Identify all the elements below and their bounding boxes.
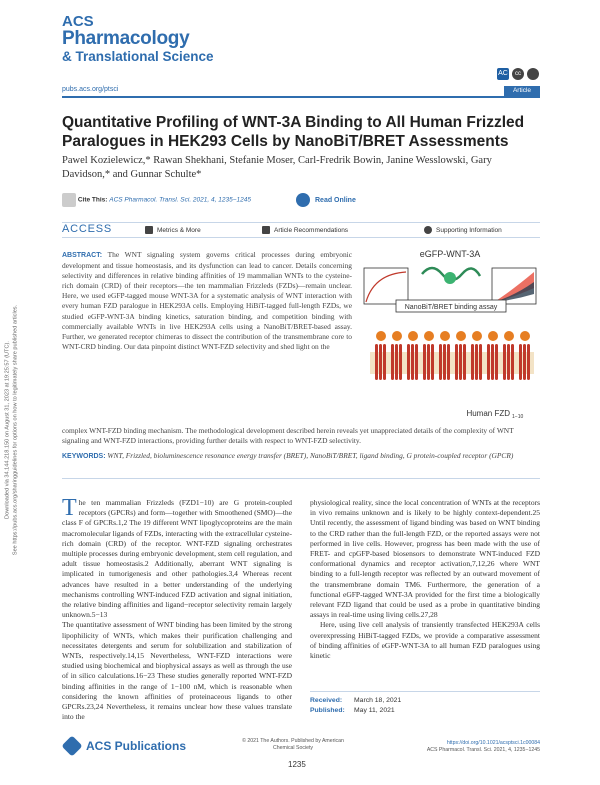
- acs-publications-logo[interactable]: [62, 736, 186, 756]
- receptor-helix: [487, 344, 490, 380]
- toc-graphic-svg: [360, 248, 540, 420]
- doi-link[interactable]: https://doi.org/10.1021/acsptsci.1c00084: [446, 740, 540, 746]
- publisher-name: ACS Publications: [86, 739, 187, 753]
- kinetics-plot-frame: [364, 268, 408, 304]
- intro-paragraph-4: Here, using live cell analysis of transiently transfected HEK293A cells overexpressing HiBiT-tagged FZDs, we provide a comparative assessment of binding affinities of eGFP-WNT-3A to all human FZD paralogues using kinetic: [310, 620, 540, 661]
- receptor-helix: [407, 344, 410, 380]
- access-label: ACCESS: [62, 223, 113, 235]
- header-divider: [62, 96, 540, 98]
- receptor-glyph: [503, 331, 514, 380]
- receptor-helix: [399, 344, 402, 380]
- metrics-label: Metrics & More: [157, 226, 201, 234]
- receptor-crd: [504, 331, 514, 341]
- side-note-line2: See https://pubs.acs.org/sharingguidelines for options on how to legitimately share published articles.: [12, 304, 18, 556]
- metrics-icon: [145, 226, 153, 234]
- receptor-helix: [375, 344, 378, 380]
- receptor-helix: [523, 344, 526, 380]
- keywords-label: KEYWORDS:: [62, 453, 106, 460]
- receptor-helix: [427, 344, 430, 380]
- attribution-icon[interactable]: [527, 68, 539, 80]
- supporting-info-icon: [424, 226, 432, 234]
- cite-reference-link[interactable]: ACS Pharmacol. Transl. Sci. 2021, 4, 1235−1245: [109, 196, 251, 204]
- cite-label: Cite This:: [77, 196, 108, 204]
- side-note-line1: Downloaded via 34.144.218.150 on August 31, 2023 at 19:25:57 (UTC).: [4, 341, 11, 519]
- receptor-helix: [423, 344, 426, 380]
- toc-receptor-subscript: 1−10: [512, 414, 524, 420]
- body-column-left: [62, 495, 292, 722]
- author-list: Pawel Kozielewicz,* Rawan Shekhani, Stefanie Moser, Carl-Fredrik Bowin, Janine Wesslowski, Gary Davidson,* and Gunnar Schulte*: [62, 155, 492, 180]
- receptor-helix: [459, 344, 462, 380]
- journal-url-link[interactable]: pubs.acs.org/ptsci: [62, 86, 119, 93]
- receptor-helix: [443, 344, 446, 380]
- receptor-crd: [456, 331, 466, 341]
- footer-citation: ACS Pharmacol. Transl. Sci. 2021, 4, 1235−1245: [426, 746, 540, 753]
- intro-paragraph-1: he ten mammalian Frizzleds (FZD1−10) are G protein-coupled receptors (GPCRs) and form—together with Smoothened (SMO)—the class F of GPCRs.1,2 The 19 different WNT lipoglycoproteins are the main macromolecular ligands of FZDs, interacting with the extracellular cysteine-rich domain (CRD) of the receptor. WNT-FZD signaling orchestrates multiple processes during embryonic development, stem cell regulation, and adult tissue homeostasis.2 Additionally, aberrant WNT signaling is implicated in tumorigenesis and other pathologies.3,4 Whereas recent advances have resulted in a better understanding of the underlying mechanisms controlling WNT-induced FZD activation and signal initiation, the relative binding affinities and ligand−receptor selectivity remain largely unknown.5−13: [62, 498, 292, 620]
- receptor-helix: [527, 344, 530, 380]
- receptor-helix: [491, 344, 494, 380]
- toc-ligand-label: eGFP-WNT-3A: [419, 249, 481, 259]
- receptor-helix: [455, 344, 458, 380]
- read-online-button[interactable]: [296, 193, 356, 207]
- keywords: [62, 451, 540, 462]
- toc-graphic: [360, 248, 540, 420]
- author-choice-icon[interactable]: AC: [497, 68, 509, 80]
- recommendations-icon: [262, 226, 270, 234]
- receptor-glyph: [423, 331, 434, 380]
- receptor-crd: [472, 331, 482, 341]
- acs-hexagon-icon: [61, 735, 82, 756]
- receptor-glyph: [407, 331, 418, 380]
- receptor-crd: [376, 331, 386, 341]
- abstract-text: The WNT signaling system governs critical processes during embryonic development and tissue homeostasis, and its dysfunction can lead to cancer. Details concerning selectivity and differences in relative binding affinities of 19 mammalian WNTs to the cysteine-rich domain (CRD) of their receptors—the ten mammalian Frizzleds (FZDs)—remain unclear. Here, we used eGFP-tagged mouse WNT-3A for a systematic analysis of WNT interaction with every human FZD paralogue in HEK293A cells. Employing HiBiT-tagged full-length FZDs, we studied eGFP-WNT-3A binding kinetics, saturation binding, and competition binding with commercially available WNTs in live HEK293A cells using a NanoBiT/BRET-based assay. Further, we generated receptor chimeras to dissect the contribution of the transmembrane core to WNT-CRD binding. Our data pinpoint distinct WNT-FZD selectivity and shed light on the: [62, 250, 352, 351]
- doi-citation: [408, 740, 540, 753]
- intro-paragraph-2: The quantitative assessment of WNT binding has been limited by the strong lipophilicity of WNTs, which makes their purification challenging and necessitates detergents and serum for solubilization and stabilization of WNTs, respectively.14,15 Nevertheless, WNT-FZD interactions were studied using biochemical and biophysical assays as well as through the use of in silico calculations.16−23 These studies generally reported WNT-FZD binding affinities in the range of 1−100 nM, which is reasonable when considering the known affinities of proteinaceous ligands to other GPCRs.23,24 Nevertheless, it remains unclear how these values translate into the: [62, 620, 292, 722]
- receptor-crd: [392, 331, 402, 341]
- article-title: Quantitative Profiling of WNT-3A Binding to All Human Frizzled Paralogues in HEK293 Cells by NanoBiT/BRET Assessments: [62, 114, 525, 150]
- read-online-icon: [296, 193, 310, 207]
- receptor-helix: [383, 344, 386, 380]
- receptor-helix: [439, 344, 442, 380]
- receptor-glyph: [519, 331, 530, 380]
- supporting-information-link[interactable]: [424, 226, 502, 234]
- receptor-helix: [395, 344, 398, 380]
- download-side-note: [2, 240, 22, 620]
- receptor-crd: [408, 331, 418, 341]
- journal-logo-line3: & Translational Science: [62, 49, 214, 64]
- receptor-helix: [479, 344, 482, 380]
- receptor-helix: [511, 344, 514, 380]
- receptor-crd: [520, 331, 530, 341]
- receptor-glyph: [391, 331, 402, 380]
- receptor-helix: [391, 344, 394, 380]
- open-access-icons: [497, 68, 539, 80]
- receptor-glyph: [439, 331, 450, 380]
- toc-receptor-label: Human FZD: [466, 409, 510, 418]
- receptor-helix: [431, 344, 434, 380]
- abstract-label: ABSTRACT:: [62, 252, 103, 259]
- article-recommendations-link[interactable]: [262, 226, 348, 234]
- receptor-helix: [503, 344, 506, 380]
- published-label: Published:: [310, 707, 345, 714]
- copyright-notice: © 2021 The Authors. Published by American Chemical Society: [242, 738, 344, 751]
- recommendations-label: Article Recommendations: [274, 226, 349, 234]
- receptor-crd: [440, 331, 450, 341]
- receptor-helix: [471, 344, 474, 380]
- received-date: March 18, 2021: [354, 697, 402, 704]
- body-column-right: [310, 498, 540, 661]
- receptor-helix: [411, 344, 414, 380]
- supporting-info-label: Supporting Information: [436, 226, 502, 234]
- egfp-barrel: [444, 272, 456, 284]
- journal-logo-line1: ACS: [62, 13, 94, 30]
- intro-paragraph-3: physiological reality, since the local concentration of WNTs at the receptors in vivo remains unknown and is likely to be highly context-dependent.25 Until recently, the assessment of ligand binding was based on WNT binding to the CRD rather than the full-length FZD, or the reported assays were not performed in live cells. However, progress has been made with the use of FRET- and cpGFP-based biosensors to demonstrate WNT-induced FZD conformational dynamics and receptor activation,7,12,26 where WNT binding to a full-length receptor was reflected by an outward movement of the transmembrane domain TM6. Furthermore, the generation of a functional eGFP-tagged WNT-3A provided for the first time a biologically relevant FZD ligand that could be used as a probe in quantitative binding assays in real-time using living cells.27,28: [310, 498, 540, 620]
- abstract: [62, 250, 352, 352]
- abstract-continued: complex WNT-FZD binding mechanism. The methodological development described herein reveals yet unappreciated details of the complexity of WNT signaling and WNT-FZD interactions, providing further details with respect to WNT-FZD selectivity.: [62, 426, 514, 446]
- receptor-glyph: [487, 331, 498, 380]
- drop-cap: T: [62, 495, 77, 521]
- journal-logo-line2: Pharmacology: [62, 28, 190, 49]
- article-type-badge: Article: [504, 86, 540, 96]
- receptor-helix: [495, 344, 498, 380]
- metrics-more-link[interactable]: [145, 226, 201, 234]
- receptor-helix: [519, 344, 522, 380]
- receptor-helix: [447, 344, 450, 380]
- published-date: May 11, 2021: [354, 707, 395, 714]
- creative-commons-icon[interactable]: cc: [512, 68, 524, 80]
- receptor-helix: [475, 344, 478, 380]
- read-online-label: Read Online: [315, 196, 356, 204]
- receptor-crd: [424, 331, 434, 341]
- receptor-glyph: [375, 331, 386, 380]
- abstract-divider: [62, 478, 540, 479]
- receptor-helix: [463, 344, 466, 380]
- publication-dates: [310, 691, 540, 716]
- receptor-helix: [415, 344, 418, 380]
- page-number: 1235: [288, 760, 306, 769]
- receptor-crd: [488, 331, 498, 341]
- receptor-glyph: [455, 331, 466, 380]
- cite-icon[interactable]: [62, 193, 76, 207]
- receptor-helix: [507, 344, 510, 380]
- receptor-helix: [379, 344, 382, 380]
- receptor-glyph: [471, 331, 482, 380]
- keywords-text: WNT, Frizzled, bioluminescence resonance energy transfer (BRET), NanoBiT/BRET, ligand binding, G protein-coupled receptor (GPCR): [107, 451, 514, 460]
- journal-logo[interactable]: [62, 14, 222, 64]
- received-label: Received:: [310, 697, 343, 704]
- toc-assay-label: NanoBiT/BRET binding assay: [404, 304, 498, 311]
